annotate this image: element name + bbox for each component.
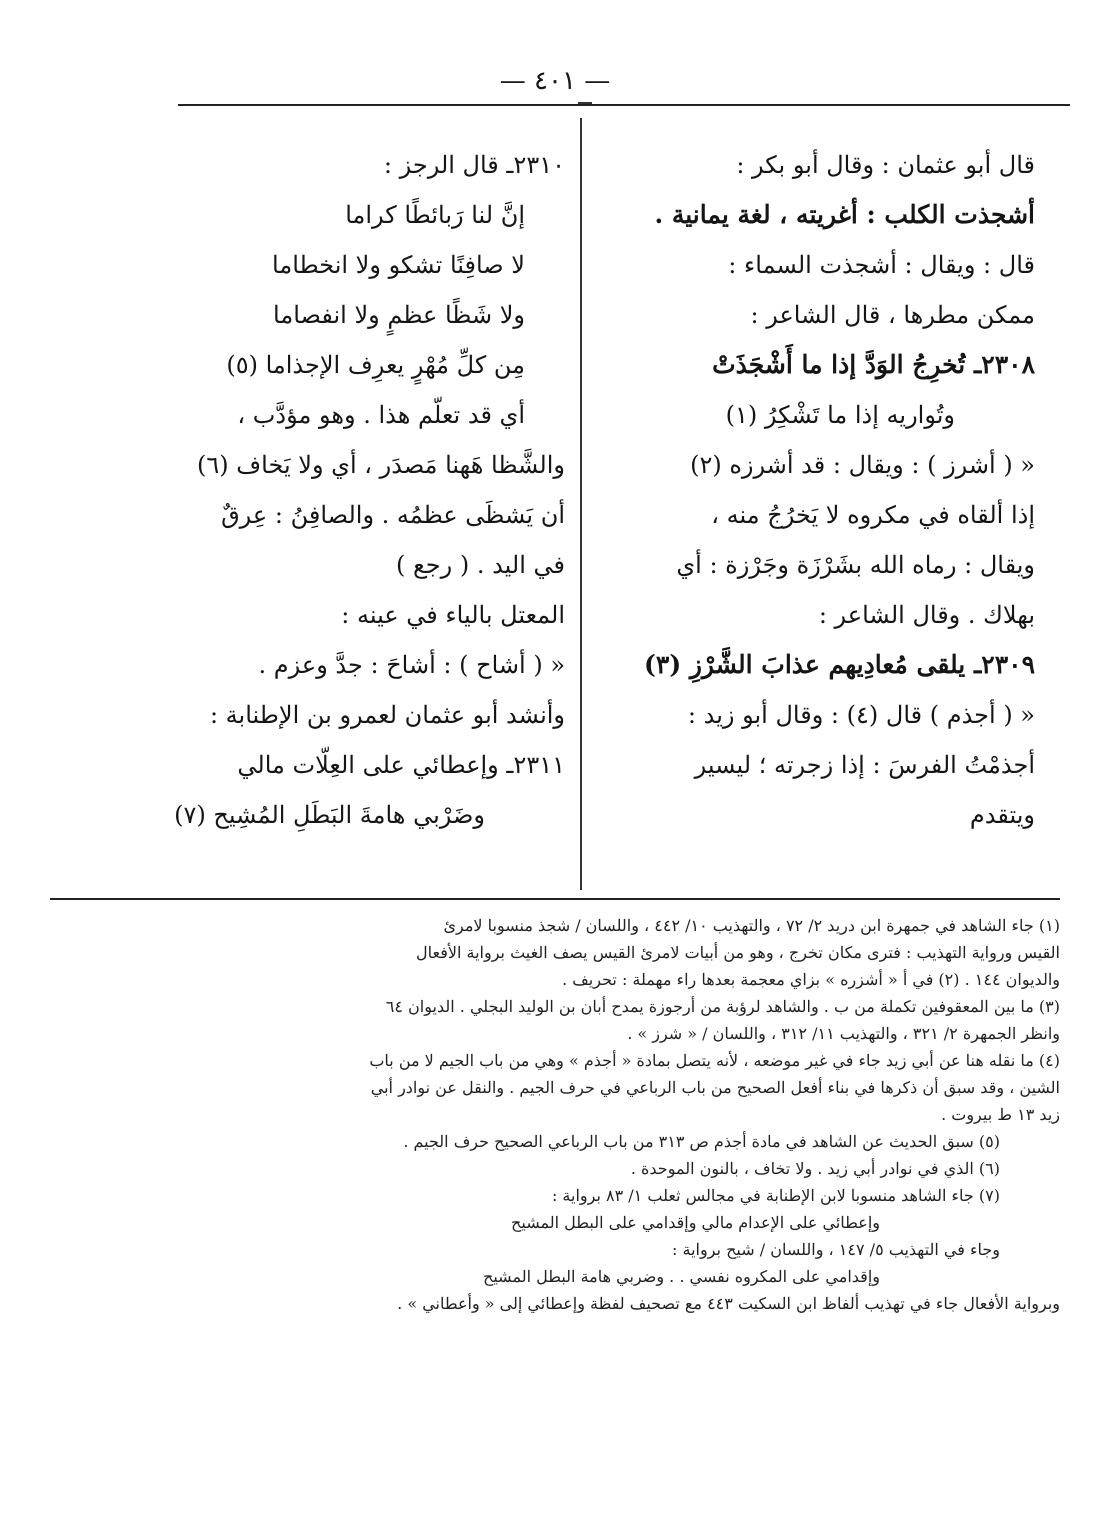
footnote-line: والديوان ١٤٤ . (٢) في أ « أشزره » بزاي معجمة بعدها راء مهملة : تحريف .: [562, 970, 1060, 989]
footnote-line: الشين ، وقد سبق أن ذكرها في بناء أفعل الصحيح من باب الرباعي في حرف الجيم . والنقل عن نوادر أبي: [370, 1078, 1060, 1097]
text-line: بهلاك . وقال الشاعر :: [818, 601, 1035, 629]
text-line: « ( أجذم ) قال (٤) : وقال أبو زيد :: [687, 701, 1035, 729]
column-divider: [580, 118, 582, 890]
text-line: ويتقدم: [969, 801, 1035, 829]
text-line: أن يَشظَى عظمُه . والصافِنُ : عِرقٌ: [221, 501, 565, 529]
footnote-line: القيس ورواية التهذيب : فترى مكان تخرج ، وهو من أبيات لامرئ القيس يصف الغيث برواية الأفعال: [415, 943, 1060, 962]
footnote-line: وبرواية الأفعال جاء في تهذيب ألفاظ ابن السكيت ٤٤٣ مع تصحيف لفظة وإعطائي إلى « وأعطاني » .: [397, 1294, 1060, 1313]
divider-cap: [578, 102, 592, 104]
verse-line: وضَرْبي هامةَ البَطَلِ المُشِيح (٧): [174, 801, 485, 829]
text-line: ٢٣١٠ـ قال الرجز :: [383, 151, 565, 179]
verse-line: ٢٣٠٩ـ يلقى مُعادِيهم عذابَ الشَّرْزِ (٣): [644, 650, 1035, 679]
text-line: « ( أشرز ) : ويقال : قد أشرزه (٢): [690, 451, 1035, 479]
text-line: والشَّظا هَهنا مَصدَر ، أي ولا يَخاف (٦): [197, 451, 565, 479]
left-column: [80, 140, 565, 840]
text-line: ممكن مطرها ، قال الشاعر :: [750, 301, 1035, 329]
text-line: في اليد . ( رجع ): [396, 551, 565, 579]
footnote-line: (٣) ما بين المعقوفين تكملة من ب . والشاهد لرؤبة من أرجوزة يمدح أبان بن الوليد البجلي . الديوان ٦٤: [385, 997, 1060, 1016]
text-line: قال أبو عثمان : وقال أبو بكر :: [736, 151, 1035, 179]
footnote-verse: وإعطائي على الإعدام مالي وإقدامي على البطل المشيح: [511, 1213, 880, 1232]
verse-line: ٢٣١١ـ وإعطائي على العِلّات مالي: [237, 751, 565, 779]
text-line: أشجذت الكلب : أغريته ، لغة يمانية .: [654, 200, 1035, 229]
verse-line: ٢٣٠٨ـ تُخرِجُ الوَدَّ إذا ما أَشْجَذَتْ: [712, 350, 1035, 379]
footnote-line: زيد ١٣ ط بيروت .: [941, 1105, 1060, 1124]
text-line: ويقال : رماه الله بشَرْزَة وجَرْزة : أي: [676, 551, 1035, 579]
verse-line: مِن كلِّ مُهْرٍ يعرِف الإجذاما (٥): [226, 351, 525, 379]
footnote-line: (١) جاء الشاهد في جمهرة ابن دريد ٢/ ٧٢ ، والتهذيب ١٠/ ٤٤٢ ، واللسان / شجذ منسوبا لامرئ: [443, 916, 1060, 935]
header-rule: [178, 104, 1070, 106]
text-line: « ( أشاح ) : أشاحَ : جدَّ وعزم .: [258, 651, 565, 679]
verse-line: ولا شَظًا عظمٍ ولا انفصاما: [273, 301, 525, 329]
right-column: [600, 140, 1035, 840]
page-number: — ٤٠١ —: [499, 66, 611, 96]
footnote-line: وانظر الجمهرة ٢/ ٣٢١ ، والتهذيب ١١/ ٣١٢ ، واللسان / « شرز » .: [627, 1024, 1060, 1043]
text-line: أي قد تعلّم هذا . وهو مؤدَّب ،: [237, 401, 525, 429]
verse-line: لا صافِنًا تشكو ولا انخطاما: [272, 251, 525, 279]
text-line: قال : ويقال : أشجذت السماء :: [728, 251, 1035, 279]
footnote-line: (٦) الذي في نوادر أبي زيد . ولا تخاف ، بالنون الموحدة .: [630, 1159, 1000, 1178]
verse-line: وتُواريه إذا ما تَشْكِرُ (١): [725, 401, 955, 429]
footnote-line: (٥) سبق الحديث عن الشاهد في مادة أجذم ص ٣١٣ من باب الرباعي الصحيح حرف الجيم .: [403, 1132, 1000, 1151]
footnote-verse: وإقدامي على المكروه نفسي . . وضربي هامة البطل المشيح: [483, 1267, 880, 1286]
footnote-line: (٤) ما نقله هنا عن أبي زيد جاء في غير موضعه ، لأنه يتصل بمادة « أجذم » وهي من باب الجيم لا من باب: [369, 1051, 1060, 1070]
text-line: أجذمْتُ الفرسَ : إذا زجرته ؛ ليسير: [694, 751, 1035, 779]
footnote-rule: [50, 898, 1060, 900]
footnote-line: وجاء في التهذيب ٥/ ١٤٧ ، واللسان / شيح برواية :: [672, 1240, 1000, 1259]
footnote-line: (٧) جاء الشاهد منسوبا لابن الإطنابة في مجالس ثعلب ١/ ٨٣ برواية :: [551, 1186, 1000, 1205]
footnotes: [50, 912, 1060, 1317]
text-line: وأنشد أبو عثمان لعمرو بن الإطنابة :: [209, 701, 565, 729]
section-heading: المعتل بالياء في عينه :: [341, 601, 565, 629]
verse-line: إنَّ لنا رَبائطًا كراما: [345, 201, 525, 229]
text-line: إذا ألقاه في مكروه لا يَخرُجُ منه ،: [711, 501, 1035, 529]
